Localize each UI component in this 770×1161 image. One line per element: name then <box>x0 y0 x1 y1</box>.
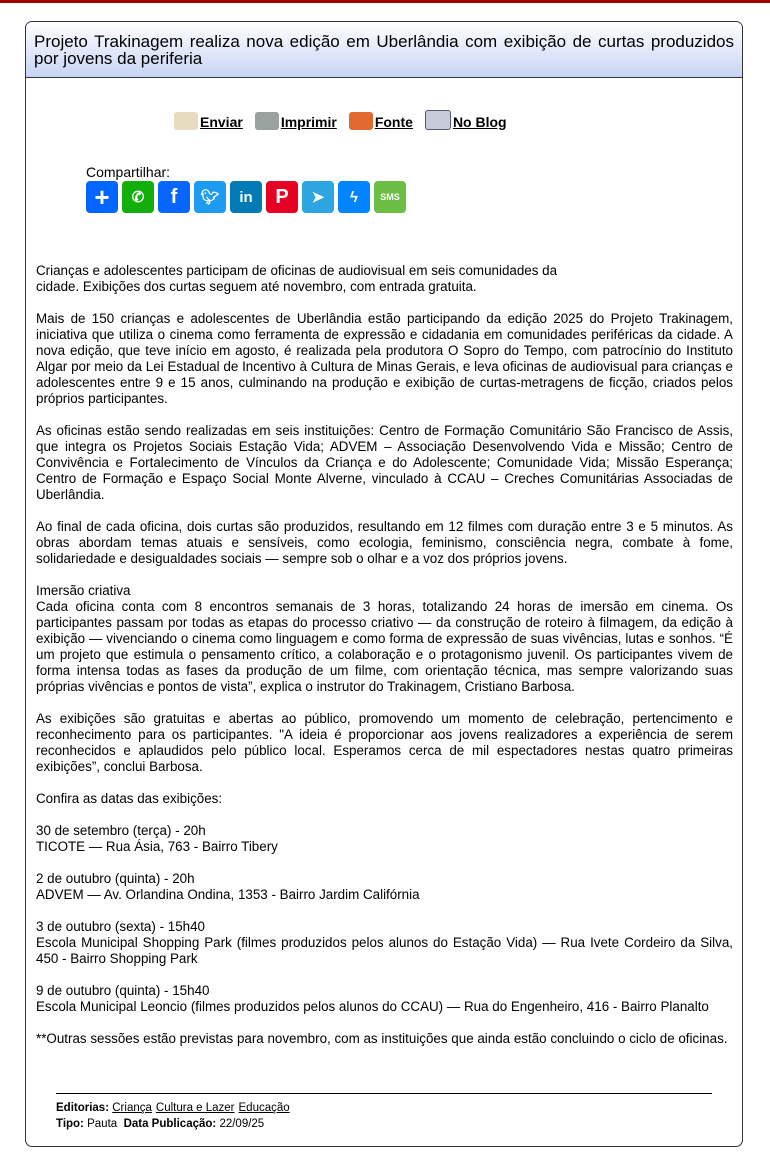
share-plus-icon[interactable]: + <box>86 181 118 213</box>
paragraph: Confira as datas das exibições: <box>36 791 223 806</box>
printer-icon <box>255 112 279 130</box>
linkedin-icon[interactable]: in <box>230 181 262 213</box>
source-link[interactable] <box>349 110 413 130</box>
whatsapp-icon[interactable]: ✆ <box>122 181 154 213</box>
telegram-icon[interactable]: ➤ <box>302 181 334 213</box>
editorias-label: Editorias: <box>56 1102 110 1114</box>
event-venue: Escola Municipal Leoncio (filmes produzidos pelos alunos do CCAU) — Rua do Engenheiro, 416 - Bairro Planalto <box>36 999 709 1014</box>
print-label: Imprimir <box>280 114 337 130</box>
event-date: 9 de outubro (quinta) - 15h40 <box>36 983 210 998</box>
print-link[interactable] <box>255 110 337 130</box>
paragraph: Cada oficina conta com 8 encontros semanais de 3 horas, totalizando 24 horas de imersão em cinema. Os participantes passam por todas as etapas do processo criativo — da construção de roteiro à filmagem, da edição à exibição — vivenciando o cinema como linguagem e como forma de expressão de suas vivências, lutas e sonhos. “É um projeto que estimula o pensamento crítico, a colaboração e o protagonismo juvenil. Os participantes vivem de forma intensa todas as fases da produção de um filme, com orientação técnica, mas sempre valorizando suas próprias vivências e pontos de vista”, explica o instrutor do Trakinagem, Cristiano Barbosa. <box>36 599 733 694</box>
envelope-icon <box>174 112 198 130</box>
event-date: 2 de outubro (quinta) - 20h <box>36 871 195 886</box>
share-section <box>86 164 406 213</box>
source-label: Fonte <box>374 114 413 130</box>
send-label: Enviar <box>200 114 243 130</box>
lead-line-1: Crianças e adolescentes participam de oficinas de audiovisual em seis comunidades da <box>36 263 558 278</box>
paragraph: Mais de 150 crianças e adolescentes de Uberlândia estão participando da edição 2025 do Projeto Trakinagem, iniciativa que utiliza o cinema como ferramenta de expressão e cidadania em comunidades periféricas da cidade. A nova edição, que teve início em agosto, é realizada pela produtora O Sopro do Tempo, com patrocínio do Instituto Algar por meio da Lei Estadual de Incentivo à Cultura de Minas Gerais, e leva oficinas de audiovisual para crianças e adolescentes entre 9 e 15 anos, culminando na produção e exibição de curtas-metragens de ficção, criados pelos próprios participantes. <box>36 311 733 406</box>
paragraph: As oficinas estão sendo realizadas em seis instituições: Centro de Formação Comunitário São Francisco de Assis, que integra os Projetos Sociais Estação Vida; ADVEM – Associação Desenvolvendo Vida e Missão; Centro de Convivência e Fortalecimento de Vínculos da Criança e do Adolescente; Comunidade Vida; Missão Esperança; Centro de Formação e Espaço Social Monte Alverne, vinculado à CCAU – Creches Comunitárias Associadas de Uberlândia. <box>36 423 733 502</box>
editoria-link[interactable]: Educação <box>238 1102 290 1114</box>
phone-icon <box>349 112 373 130</box>
paragraph: **Outras sessões estão previstas para novembro, com as instituições que ainda estão concluindo o ciclo de oficinas. <box>36 1031 728 1046</box>
facebook-icon[interactable]: f <box>158 181 190 213</box>
tipo-label: Tipo: <box>56 1118 84 1130</box>
sms-icon[interactable] <box>374 181 406 213</box>
event-date: 3 de outubro (sexta) - 15h40 <box>36 919 205 934</box>
blog-icon <box>425 110 451 130</box>
event-venue: TICOTE — Rua Ásia, 763 - Bairro Tibery <box>36 839 278 854</box>
twitter-icon[interactable]: 🐦︎ <box>194 181 226 213</box>
share-label: Compartilhar: <box>86 164 171 180</box>
article-tools <box>174 110 507 130</box>
top-bar <box>0 0 770 3</box>
editoria-link[interactable]: Criança <box>112 1102 152 1114</box>
lead-line-2: cidade. Exibições dos curtas seguem até novembro, com entrada gratuita. <box>36 279 477 294</box>
tipo-value: Pauta <box>87 1118 118 1130</box>
paragraph: Ao final de cada oficina, dois curtas são produzidos, resultando em 12 filmes com duração entre 3 e 5 minutos. As obras abordam temas atuais e sensíveis, como ecologia, feminismo, consciência negra, combate à fome, solidariedade e desigualdades sociais — sempre sob o olhar e a voz dos próprios jovens. <box>36 519 733 566</box>
date-value: 22/09/25 <box>219 1118 265 1130</box>
send-link[interactable] <box>174 110 243 130</box>
article-body <box>36 263 733 1063</box>
article-footer <box>56 1093 712 1132</box>
article-title: Projeto Trakinagem realiza nova edição em Uberlândia com exibição de curtas produzidos por jovens da periferia <box>26 22 742 78</box>
event-date: 30 de setembro (terça) - 20h <box>36 823 206 838</box>
event-venue: Escola Municipal Shopping Park (filmes produzidos pelos alunos do Estação Vida) — Rua Ivete Cordeiro da Silva, 450 - Bairro Shopping Park <box>36 935 733 966</box>
event-venue: ADVEM — Av. Orlandina Ondina, 1353 - Bairro Jardim Califórnia <box>36 887 420 902</box>
article-box <box>25 21 743 1147</box>
blog-link[interactable] <box>425 110 507 130</box>
paragraph: As exibições são gratuitas e abertas ao público, promovendo um momento de celebração, pertencimento e reconhecimento para os participantes. "A ideia é proporcionar aos jovens realizadores a experiência de serem reconhecidos e aplaudidos pelo público local. Esperamos cerca de mil espectadores nestas quatro primeiras exibições”, conclui Barbosa. <box>36 711 733 774</box>
pinterest-icon[interactable]: P <box>266 181 298 213</box>
subheading: Imersão criativa <box>36 583 131 598</box>
blog-label: No Blog <box>452 114 507 130</box>
editoria-link[interactable]: Cultura e Lazer <box>155 1102 235 1114</box>
messenger-icon[interactable]: ϟ <box>338 181 370 213</box>
date-label: Data Publicação: <box>123 1118 217 1130</box>
sms-label: SMS <box>380 192 400 202</box>
